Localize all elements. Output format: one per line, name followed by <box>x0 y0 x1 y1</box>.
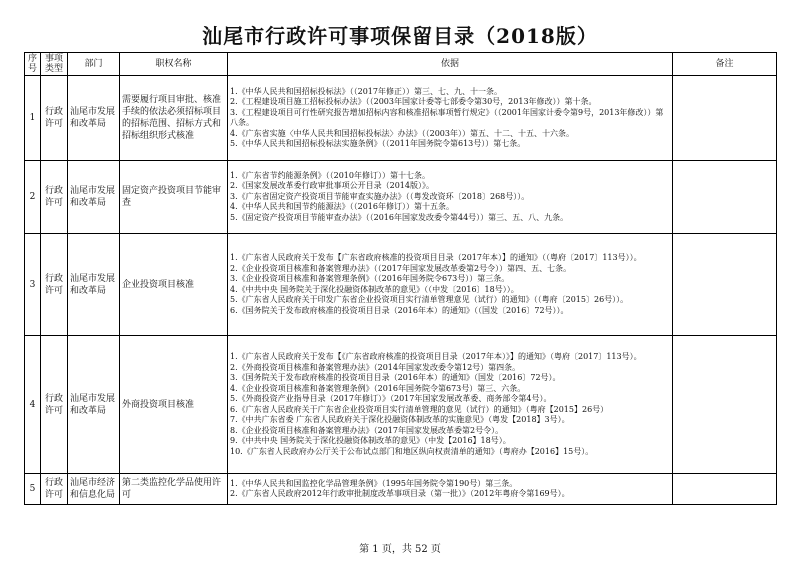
row-remark <box>673 234 777 336</box>
basis-item: 8.《企业投资项目核准和备案管理办法》（2017年国家发展改革委第2号令）。 <box>230 425 504 435</box>
row-dept: 汕尾市经济和信息化局 <box>68 474 120 505</box>
table-row <box>25 161 777 234</box>
basis-item: 9.《中共中央 国务院关于深化投融资体制改革的意见》（中发【2016】18号）。 <box>230 436 511 445</box>
row-power: 企业投资项目核准 <box>120 234 228 336</box>
basis-item: 1.《广东省节约能源条例》（（2010年修订））第十七条。 <box>230 170 430 180</box>
basis-item: 1.《广东省人民政府关于发布【《广东省政府核准的投资项目目录（2017年本）》】的通知》（粤府〔2017〕113号）。 <box>230 352 642 361</box>
basis-item: 5.《固定资产投资项目节能审查办法》（（2016年国家发改委令第44号））第三、五、八、九条。 <box>230 212 569 222</box>
header-no: 序号 <box>25 53 41 76</box>
header-power: 职权名称 <box>120 53 228 76</box>
header-basis: 依据 <box>228 53 673 76</box>
row-power: 外商投资项目核准 <box>120 336 228 474</box>
row-no: 2 <box>25 161 41 234</box>
basis-item: 4.《企业投资项目核准和备案管理条例》（2016年国务院令第673号）第三、六条。 <box>230 383 526 393</box>
basis-item: 4.《中共中央 国务院关于深化投融资体制改革的意见》（（中发〔2016〕18号））。 <box>230 284 519 294</box>
header-dept: 部门 <box>68 53 120 76</box>
table-header-row <box>25 53 777 76</box>
header-type: 事项类型 <box>41 53 68 76</box>
row-type: 行政许可 <box>41 336 68 474</box>
row-dept: 汕尾市发展和改革局 <box>68 336 120 474</box>
row-basis <box>228 474 673 505</box>
row-remark <box>673 76 777 161</box>
row-power: 固定资产投资项目节能审查 <box>120 161 228 234</box>
basis-item: 7.《中共广东省委 广东省人民政府关于深化投融资体制改革的实施意见》（粤发【2018】3号）。 <box>230 415 570 424</box>
row-remark <box>673 474 777 505</box>
row-no: 4 <box>25 336 41 474</box>
row-no: 5 <box>25 474 41 505</box>
basis-item: 3.《企业投资项目核准和备案管理条例》（（2016年国务院令673号））第三条。 <box>230 274 510 283</box>
basis-item: 2.《广东省人民政府2012年行政审批制度改革事项目录（第一批）》（2012年粤府令第169号）。 <box>230 489 570 498</box>
basis-item: 3.《广东省固定资产投资项目节能审查实施办法》（（粤发改资环〔2018〕268号））。 <box>230 191 530 201</box>
row-dept: 汕尾市发展和改革局 <box>68 76 120 161</box>
basis-item: 6.《国务院关于发布政府核准的投资项目目录（2016年本）的通知》（（国发〔2016〕72号））。 <box>230 305 569 315</box>
table-row <box>25 234 777 336</box>
row-type: 行政许可 <box>41 234 68 336</box>
catalog-table <box>24 52 777 505</box>
row-type: 行政许可 <box>41 161 68 234</box>
basis-item: 6.《广东省人民政府关于广东省企业投资项目实行清单管理的意见（试行）的通知》（粤府【2015】26号） <box>230 404 609 414</box>
basis-item: 1.《中华人民共和国招标投标法》（（2017年修正））第三、七、九、十一条。 <box>230 86 502 96</box>
basis-item: 2.《工程建设项目施工招标投标办法》（（2003年国家计委等七部委令第30号，2013年修改））第十条。 <box>230 97 597 106</box>
basis-item: 2.《企业投资项目核准和备案管理办法》（（2017年国家发展改革委第2号令））第四、五、七条。 <box>230 263 572 273</box>
row-basis <box>228 76 673 161</box>
basis-item: 2.《外商投资项目核准和备案管理办法》（2014年国家发改委令第12号）第四条。 <box>230 362 521 372</box>
row-basis <box>228 336 673 474</box>
basis-item: 4.《中华人民共和国节约能源法》（（2016年修订））第十五条。 <box>230 202 454 212</box>
row-basis <box>228 234 673 336</box>
row-no: 3 <box>25 234 41 336</box>
row-basis <box>228 161 673 234</box>
basis-item: 5.《外商投资产业指导目录（2017年修订）》（2017年国家发展改革委、商务部令第4号）。 <box>230 394 552 403</box>
basis-item: 10.《广东省人民政府办公厅关于公布试点部门和地区纵向权责清单的通知》（粤府办【2016】15号）。 <box>230 446 594 456</box>
basis-item: 3.《工程建设项目可行性研究报告增加招标内容和核准招标事项暂行规定》（（2001年国家计委令第9号，2013年修改））第八条。 <box>230 107 664 127</box>
table-row <box>25 336 777 474</box>
row-power: 需要履行项目审批、核准手续的依法必须招标项目的招标范围、招标方式和招标组织形式核准 <box>120 76 228 161</box>
basis-item: 2.《国家发展改革委行政审批事项公开目录（2014版）》。 <box>230 181 434 191</box>
row-dept: 汕尾市发展和改革局 <box>68 234 120 336</box>
basis-item: 3.《国务院关于发布政府核准的投资项目目录（2016年本）的通知》（国发〔2016〕72号）。 <box>230 373 561 382</box>
row-power: 第二类监控化学品使用许可 <box>120 474 228 505</box>
row-type: 行政许可 <box>41 76 68 161</box>
basis-item: 5.《中华人民共和国招标投标法实施条例》（（2011年国务院令第613号））第七条。 <box>230 139 526 148</box>
row-type: 行政许可 <box>41 474 68 505</box>
basis-item: 1.《中华人民共和国监控化学品管理条例》（1995年国务院令第190号）第三条。 <box>230 478 518 488</box>
row-remark <box>673 161 777 234</box>
table-row <box>25 76 777 161</box>
basis-item: 5.《广东省人民政府关于印发广东省企业投资项目实行清单管理意见（试行）的通知》（（粤府〔2015〕26号））。 <box>230 295 629 304</box>
table-row <box>25 474 777 505</box>
row-dept: 汕尾市发展和改革局 <box>68 161 120 234</box>
basis-item: 4.《广东省实施〈中华人民共和国招标投标法〉办法》（（2003年））第五、十二、十五、十六条。 <box>230 128 574 138</box>
page-title: 汕尾市行政许可事项保留目录（2018版） <box>202 24 598 48</box>
row-remark <box>673 336 777 474</box>
basis-item: 1.《广东省人民政府关于发布【广东省政府核准的投资项目目录（2017年本）】的通知》（（粤府〔2017〕113号））。 <box>230 253 642 262</box>
row-no: 1 <box>25 76 41 161</box>
header-remark: 备注 <box>673 53 777 76</box>
page-footer: 第 1 页，共 52 页 <box>359 544 441 555</box>
